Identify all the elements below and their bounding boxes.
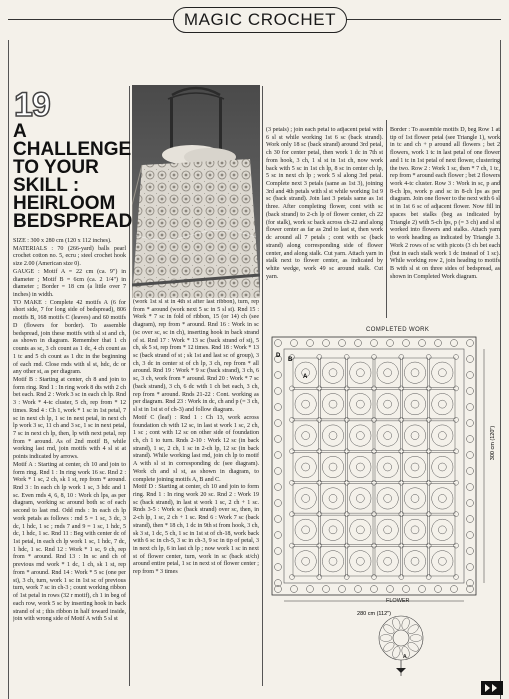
motif-b-dot: [399, 512, 404, 517]
motif-a-center: [302, 526, 310, 534]
motif-b-dot: [426, 449, 431, 454]
motif-a-circle: [295, 488, 316, 509]
motif-a-center: [384, 557, 392, 565]
motif-a-circle: [432, 393, 453, 414]
motif-a-center: [411, 494, 419, 502]
motif-b-dot: [290, 575, 295, 580]
motif-a-cell: [348, 452, 373, 481]
motif-a-circle: [404, 456, 425, 477]
column-divider-2: [262, 86, 263, 686]
motif-a-cell: [293, 484, 318, 513]
motif-a-cell: [402, 547, 427, 576]
motif-a-circle: [295, 425, 316, 446]
motif-a-circle: [350, 519, 371, 540]
motif-b-dot: [399, 480, 404, 485]
motif-a-center: [411, 463, 419, 471]
motif-a-circle: [322, 488, 343, 509]
motif-b-paragraph: Motif B : Starting at center, ch 8 and join to form ring. Rnd 1 : In ring work 8 dts with 2 ch bet each. Rnd 2 : Work 3 sc in each ch lp. Rnd 3 : Work * 4-tc cluster, 5 ch, rep from * 12 times. Rnd 4 : Ch 1, work * 1 sc in 1st petal, 7 sc in next ch lp, 1 sc in next petal, in next ch lp work 3 sc, 11 ch and 3 sc, 1 sc in next petal, 7 sc in next ch lp, then, lp with next petal, rep from * around. As of 2nd motif B, while working last rnd, join motifs with 4 sl st at points indicated by arrows.: [13, 376, 126, 461]
motif-a-cell: [430, 484, 455, 513]
motif-a-circle: [350, 362, 371, 383]
motif-a-center: [302, 463, 310, 471]
motif-a-cell: [293, 515, 318, 544]
magazine-title: MAGIC CROCHET: [173, 7, 347, 33]
flower-letter-a: A: [403, 654, 407, 660]
flower-label: FLOWER: [386, 598, 410, 604]
motif-a-center: [356, 432, 364, 440]
motif-b-dot: [317, 386, 322, 391]
motif-a-circle: [295, 393, 316, 414]
motif-a-circle: [350, 551, 371, 572]
motif-a-center: [438, 369, 446, 377]
motif-a-cell: [293, 421, 318, 450]
border-flower: [467, 500, 474, 507]
motif-b-dot: [426, 480, 431, 485]
motif-b-dot: [344, 449, 349, 454]
motif-b-dot: [399, 386, 404, 391]
border-flower: [275, 340, 282, 347]
border-flower: [371, 586, 378, 593]
motif-a-cell: [402, 421, 427, 450]
motif-a-center: [356, 463, 364, 471]
flower-petal: [406, 640, 420, 653]
border-flower: [467, 468, 474, 475]
motif-b-dot: [344, 543, 349, 548]
motif-a-cell: [348, 358, 373, 387]
motif-a-cell: [375, 547, 400, 576]
project-number: 19: [14, 86, 50, 124]
headline-line: SKILL :: [13, 175, 80, 196]
motif-b-dot: [372, 480, 377, 485]
motif-a-circle: [377, 362, 398, 383]
border-flower: [451, 340, 458, 347]
motif-b-dot: [372, 417, 377, 422]
border-flower: [275, 548, 282, 555]
motif-b-dot: [344, 386, 349, 391]
label-b: B: [288, 357, 293, 363]
border-flower: [467, 532, 474, 539]
motif-b-dot: [454, 386, 459, 391]
motif-a-circle: [377, 488, 398, 509]
column-divider-3: [386, 120, 387, 318]
motif-a-cell: [430, 547, 455, 576]
motif-a-center: [384, 494, 392, 502]
motif-a-cell: [348, 484, 373, 513]
border-flower: [419, 340, 426, 347]
motif-a-center: [356, 557, 364, 565]
border-flower: [467, 564, 474, 571]
flower-petal: [410, 635, 422, 642]
motif-b-dot: [454, 355, 459, 360]
motif-a-circle: [322, 425, 343, 446]
motif-a-circle: [322, 551, 343, 572]
motif-a-center: [356, 400, 364, 408]
motif-b-dot: [290, 480, 295, 485]
motif-a-circle: [404, 393, 425, 414]
motif-a-circle: [322, 362, 343, 383]
motif-a-center: [384, 369, 392, 377]
column-divider-1: [129, 86, 130, 686]
motif-a-cell: [402, 452, 427, 481]
border-flower: [275, 388, 282, 395]
completed-work-diagram: [266, 333, 502, 623]
motif-a-paragraph: Motif A : Starting at center, ch 10 and join to form ring. Rnd 1 : In ring work 16 sc. Rnd 2 : Work * 1 sc, 2 ch, sk 1 st, rep from * around. Rnd 3 : In each ch lp work 1 sc, 3 hdc and 1 sc. Even rnds 4, 6, 8, 10 : Work ch lps, as per diagram, working sc around both sc of each second to last rnd. Odd rnds : In each ch lp work petals as follows : rnd 5 = 1 sc, 3 dc, 3 dc, 1 hdc, 1 sc ; rnds 7 and 9 = 1 sc, 1 hdc, 5 dc, 1 hdc, 1 sc. Rnd 11 : Beg with center dc of 1st petal, in each ch lp work 1 sc, 1 hdc, 7 dc, 1 hdc, 1 sc. Rnd 12 : Work * 1 sc, 9 ch, rep from * around. Rnd 13 : In sc and ch of previous rnd work * 1 dc, 1 ch, sk 1 st, rep from * around. Rnd 14 : Work * 5 sc (one per st), 3 ch, turn, work 1 sc in 1st sc of previous turn, work 7 sc in ch-3 ; count working ribbon of 1st petal in rows (32 r motif), ch 1 in beg of each row, work 5 sc by inserting hook in back strand of st ; this ribbon in half toward inside, join with wrong side of Motif A with 5 sl st: [13, 461, 126, 623]
border-flower: [387, 586, 394, 593]
border-flower: [467, 340, 474, 347]
motif-a-cell: [430, 389, 455, 418]
motif-a-circle: [432, 362, 453, 383]
motif-a-center: [302, 432, 310, 440]
motif-a-cell: [348, 547, 373, 576]
motif-b-dot: [290, 417, 295, 422]
motif-b-dot: [426, 543, 431, 548]
border-flower: [323, 586, 330, 593]
motif-a-center: [411, 369, 419, 377]
border-flower: [387, 340, 394, 347]
motif-b-dot: [344, 480, 349, 485]
motif-a-cell: [375, 452, 400, 481]
motif-a-cell: [402, 358, 427, 387]
border-flower: [403, 340, 410, 347]
motif-b-dot: [290, 386, 295, 391]
motif-a-circle: [432, 519, 453, 540]
motif-b-dot: [399, 417, 404, 422]
motif-a-circle: [295, 456, 316, 477]
border-flower: [467, 548, 474, 555]
motif-b-dot: [454, 543, 459, 548]
motif-a-cell: [402, 389, 427, 418]
border-column-text: [390, 127, 500, 323]
motif-a-circle: [295, 362, 316, 383]
motif-b-dot: [399, 575, 404, 580]
motif-a-cell: [375, 358, 400, 387]
motif-a-center: [411, 526, 419, 534]
motif-a-circle: [322, 393, 343, 414]
border-flower: [467, 436, 474, 443]
motif-a-cell: [293, 389, 318, 418]
motif-b-dot: [399, 355, 404, 360]
flower-petal: [406, 623, 420, 636]
motif-b-dot: [317, 543, 322, 548]
motif-b-dot: [454, 512, 459, 517]
motif-a-center: [384, 400, 392, 408]
border-flower: [323, 340, 330, 347]
motif-a-cont-paragraph: (work 1st sl st in 4th st after last ribbon), turn, rep from * around (work next 5 sc in 5 sl st). Rnd 15 : Work * 7 sc in fold of ribbon, 15 (or 14) ch (see diagram), rep from * around. Rnd 16 : Work in sc (sc over sc, sc in ch), inserting hook in back strand of st. Rnd 17 : Work * 13 sc (back strand of st), 5 ch, sk 5 st, rep from * 12 times. Rnd 18 : Work * 13 sc (back strand of st ; sk 1st and last sc of group), 3 ch, 3 dc in center st of ch lp, 3 ch, rep from * all around. Rnd 19 : Work * 9 sc (back strand), 3 ch, 6 sc, 3 ch, work from * around. Rnd 20 : Work * 7 sc (back strand), 3 ch, 6 dc with 1 ch bet each, 3 ch, rep from * around. Rnds 21-22 : Cont. working as per diagram. Rnd 23 : Work in dc, ch and p (= 3 ch, sl st in 1st st of ch-3) and follow diagram.: [133, 299, 259, 414]
motif-a-cell: [348, 515, 373, 544]
flower-petal: [380, 635, 392, 642]
motif-d-cont-paragraph: (3 petals) ; join each petal to adjacent petal with 6 sl st while working 1st 6 sc (back strand). Work only 18 sc (back strand) around 3rd petal, ch 30 for center petal, then work 1 dc in 7th st from hook, 3 ch, 1 sl st in 1st ch, now work back with 5 sc in 1st ch lp, 8 sc in center ch lp, 5 sc in next ch lp ; work 5 sl along 3rd petal. Complete next 3 petals (same as 1st 3), joining 3rd and 4th petals with sl st while working 1st 9 sc (back strand). Join last 3 petals same as 1st three. After completing flower, cont with sc (back strand) to 2-ch lp of flower center, ch 22 (for stalk), work sc back across ch-22 and along flower center as far as 2nd to last st, then work dc around all 7 petals ; cont with sc (back strand) along corresponding side of flower center, and along stalk. Cut yarn. Attach yarn in stalk next to flower center, as indicated by white wedge, work 49 sc around stalk. Cut yarn.: [266, 127, 383, 280]
border-flower: [275, 468, 282, 475]
continue-arrow-icon: [481, 681, 503, 695]
border-flower: [467, 420, 474, 427]
to-make-paragraph: TO MAKE : Complete 42 motifs A (6 for short side, 7 for long side of bedspread), 806 motifs B, 168 motifs C (leaves) and 60 motifs D (flowers for border). To assemble bedspread, join these motifs with sl st and ch, as shown in diagram. Remember that 1 ch counts as sc, 3 ch count as 1 dc, 4 ch count as 1 tc and 5 ch count as 1 dtc in the beginning of each rnd. Close rnds with sl st, hdc, dc or any other st, as per diagram.: [13, 299, 126, 376]
bedspread-photo: [132, 85, 260, 298]
border-flower: [275, 436, 282, 443]
motif-a-circle: [404, 425, 425, 446]
border-flower: [275, 372, 282, 379]
motif-a-cell: [430, 358, 455, 387]
motif-b-dot: [426, 355, 431, 360]
motif-b-dot: [344, 575, 349, 580]
label-a: A: [303, 374, 308, 380]
border-flower: [467, 404, 474, 411]
motif-b-dot: [454, 480, 459, 485]
motif-a-center: [329, 557, 337, 565]
motif-a-circle: [377, 456, 398, 477]
border-flower: [467, 388, 474, 395]
border-flower: [291, 340, 298, 347]
motif-a-center: [438, 463, 446, 471]
headline-line: CHALLENGE: [13, 139, 132, 160]
motif-a-center: [329, 432, 337, 440]
motif-a-cell: [320, 452, 345, 481]
motif-a-center: [356, 494, 364, 502]
border-flower: [371, 340, 378, 347]
border-flower: [275, 452, 282, 459]
motif-a-circle: [377, 551, 398, 572]
motif-b-dot: [317, 417, 322, 422]
border-flower: [451, 586, 458, 593]
border-flower: [435, 340, 442, 347]
motif-a-cell: [430, 515, 455, 544]
motif-a-circle: [377, 519, 398, 540]
motif-a-cell: [320, 484, 345, 513]
left-column-text: [13, 238, 126, 690]
motif-b-dot: [454, 449, 459, 454]
label-d: D: [276, 353, 281, 359]
motif-b-dot: [290, 512, 295, 517]
border-flower: [403, 586, 410, 593]
motif-a-cell: [402, 515, 427, 544]
motif-a-center: [384, 526, 392, 534]
border-flower: [419, 586, 426, 593]
motif-b-dot: [317, 449, 322, 454]
height-dimension: 300 cm (120"): [490, 425, 496, 461]
motif-b-dot: [372, 355, 377, 360]
motif-a-center: [384, 463, 392, 471]
border-flower: [339, 586, 346, 593]
motif-a-center: [302, 557, 310, 565]
border-flower: [291, 586, 298, 593]
motif-a-center: [438, 400, 446, 408]
motif-b-dot: [290, 543, 295, 548]
page-header: [0, 0, 509, 40]
motif-a-cell: [320, 515, 345, 544]
motif-a-circle: [295, 551, 316, 572]
motif-b-dot: [344, 512, 349, 517]
motif-a-cell: [375, 484, 400, 513]
motif-a-circle: [350, 393, 371, 414]
border-flower: [275, 484, 282, 491]
motif-b-dot: [426, 512, 431, 517]
motif-b-dot: [344, 417, 349, 422]
motif-a-cell: [320, 547, 345, 576]
motif-a-circle: [432, 456, 453, 477]
headline-line: HEIRLOOM: [13, 193, 116, 214]
border-flower: [355, 340, 362, 347]
motif-a-circle: [295, 519, 316, 540]
motif-a-center: [384, 432, 392, 440]
motif-b-dot: [372, 512, 377, 517]
border-flower: [467, 452, 474, 459]
motif-a-circle: [350, 488, 371, 509]
border-flower: [307, 340, 314, 347]
motif-a-cell: [293, 358, 318, 387]
motif-a-circle: [432, 551, 453, 572]
motif-b-dot: [399, 543, 404, 548]
diagram-title: COMPLETED WORK: [366, 327, 430, 333]
motif-a-circle: [404, 362, 425, 383]
motif-a-cell: [348, 389, 373, 418]
flower-petal: [382, 623, 396, 636]
border-flower: [435, 586, 442, 593]
motif-a-cell: [375, 421, 400, 450]
motif-a-center: [411, 557, 419, 565]
border-flower: [339, 340, 346, 347]
motif-a-center: [356, 369, 364, 377]
motif-a-cell: [293, 547, 318, 576]
motif-a-cell: [375, 389, 400, 418]
motif-a-cell: [320, 421, 345, 450]
motif-a-circle: [350, 456, 371, 477]
motif-b-dot: [317, 575, 322, 580]
motif-a-center: [329, 463, 337, 471]
motif-a-cell: [430, 452, 455, 481]
gauge-paragraph: GAUGE : Motif A = 22 cm (ca. 9") in diameter ; Motif B = 6cm (ca. 2 1/4") in diameter ; Border = 18 cm (a little over 7 inches) in width.: [13, 268, 126, 299]
border-flower: [275, 420, 282, 427]
motif-a-center: [302, 400, 310, 408]
border-flower: [275, 404, 282, 411]
headline-line: A: [13, 121, 27, 142]
border-flower: [355, 586, 362, 593]
motif-a-circle: [404, 551, 425, 572]
motif-b-dot: [372, 543, 377, 548]
right-column-text: [266, 127, 383, 323]
motif-a-circle: [432, 488, 453, 509]
flower-detail-diagram: [366, 608, 436, 678]
motif-a-center: [411, 400, 419, 408]
border-flower: [467, 516, 474, 523]
motif-a-center: [329, 494, 337, 502]
motif-b-dot: [317, 480, 322, 485]
motif-a-center: [438, 432, 446, 440]
border-flower: [275, 500, 282, 507]
motif-d-paragraph: Motif D : Starting at center, ch 10 and join to form ring. Rnd 1 : In ring work 20 sc. Rnd 2 : Work 19 sc (back strand), in last st work 1 sc, 2 ch + 1 sc. Rnds 3-5 : Work sc (back strand) over sc, then, in 2-ch lp, 1 sc, 2 ch + 1 sc. Rnd 6 : Work 7 sc (back strand), then * 18 ch, 1 dc in 9th st from hook, 3 ch, sk 3 st, 1 dc, 5 ch, 1 sc in 1st st of ch-18, work back with 6 sc in ch-5, 3 sc in ch-3, 9 sc in tip of petal, 3 in next ch lp, 6 in last ch lp ; now work 1 sc in next st of flower center, turn, work in sc (back st/ch) around entire petal, 1 sc in next st of flower center ; rep from * 3 times: [133, 484, 259, 576]
motif-b-dot: [317, 512, 322, 517]
motif-a-circle: [404, 488, 425, 509]
border-flower: [467, 356, 474, 363]
headline-line: BEDSPREAD: [13, 211, 133, 232]
border-flower: [275, 532, 282, 539]
headline: [13, 121, 133, 232]
motif-b-dot: [399, 449, 404, 454]
motif-b-dot: [426, 575, 431, 580]
border-flower: [275, 516, 282, 523]
motif-a-center: [329, 400, 337, 408]
flower-petal: [391, 645, 401, 659]
headline-line: TO YOUR: [13, 157, 99, 178]
motif-b-dot: [344, 355, 349, 360]
motif-a-cell: [320, 389, 345, 418]
motif-a-cell: [402, 484, 427, 513]
motif-a-circle: [350, 425, 371, 446]
motif-a-circle: [404, 519, 425, 540]
border-flower: [307, 586, 314, 593]
flower-petal: [391, 617, 401, 631]
motif-b-dot: [372, 449, 377, 454]
motif-b-dot: [454, 575, 459, 580]
border-flower: [467, 484, 474, 491]
motif-a-center: [438, 494, 446, 502]
motif-b-dot: [290, 449, 295, 454]
middle-column-text: [133, 299, 259, 691]
size-paragraph: SIZE : 300 x 280 cm (120 x 112 inches).: [13, 238, 112, 244]
motif-a-center: [302, 494, 310, 502]
motif-a-cell: [320, 358, 345, 387]
motif-b-dot: [426, 386, 431, 391]
motif-a-center: [438, 526, 446, 534]
motif-a-circle: [322, 456, 343, 477]
flower-petal: [400, 617, 410, 631]
motif-b-dot: [317, 355, 322, 360]
border-flower: [275, 564, 282, 571]
width-dimension: 280 cm (112"): [357, 611, 391, 617]
border-paragraph: Border : To assemble motifs D, beg Row 1 at tip of 1st flower petal (see Triangle 1), work in tc and ch + p around all flowers ; bet 2 flowers, work 1 tc in last petal of one flower and 1 tc in 1st petal of next flower, clustering the two. Row 2 : Work 1 sc, then * 7 ch, 1 tc, rep from * around each flower ; bet 2 flowers work 4-tc cluster. Row 3 : Work in sc, p and 8-ch lps, work p and sc in 8-ch lps as per diagram. Join one flower to the next with 6 sl st in 1st 6 sc of adjacent flower. Now fill in spaces bet stalks (beg as indicated by Triangle 2) with 5-ch lps, p (= 3 ch) and sl st worked into flowers and stalks. Attach yarn to work heading as indicated by Triangle 3. Work 2 rows of sc with picots (3 ch bet each (but in each stalk work 1 dc instead of 1 sc). While working row 2, join heading to motifs B with sl st on three sides of bedspread, as shown in Completed Work diagram.: [390, 127, 500, 280]
motif-b-dot: [454, 417, 459, 422]
motif-c-paragraph: Motif C (leaf) : Rnd 1 : Ch 13, work across foundation ch with 12 sc, in last st work 1 sc, 2 ch, 1 sc ; cont with 12 sc on other side of foundation ch, ch 1 to turn. Rnds 2-10 : Work 12 sc (in back strand), 1 sc, 2 ch, 1 sc in 2-ch lp, 12 sc (in back strand). While working last rnd, join ch lp to motif A with sl st in corresponding dc (see diagram). Work ch and sl st, as shown in diagram, to complete joining motifs A, B and C.: [133, 414, 259, 483]
motif-a-circle: [377, 425, 398, 446]
motif-a-center: [438, 557, 446, 565]
motif-a-center: [329, 526, 337, 534]
motif-a-cell: [348, 421, 373, 450]
motif-b-dot: [426, 417, 431, 422]
motif-a-center: [411, 432, 419, 440]
motif-a-circle: [432, 425, 453, 446]
motif-a-center: [329, 369, 337, 377]
border-flower: [467, 372, 474, 379]
motif-a-circle: [322, 519, 343, 540]
flower-petal: [382, 640, 396, 653]
motif-a-cell: [430, 421, 455, 450]
motif-a-cell: [375, 515, 400, 544]
motif-b-dot: [372, 386, 377, 391]
motif-a-circle: [377, 393, 398, 414]
motif-b-dot: [372, 575, 377, 580]
materials-paragraph: MATERIALS : 70 (266-yard) balls pearl crochet cotton no. 5, ecru ; steel crochet hook size 2.00 (American size 0).: [13, 245, 126, 268]
motif-a-cell: [293, 452, 318, 481]
motif-a-center: [356, 526, 364, 534]
